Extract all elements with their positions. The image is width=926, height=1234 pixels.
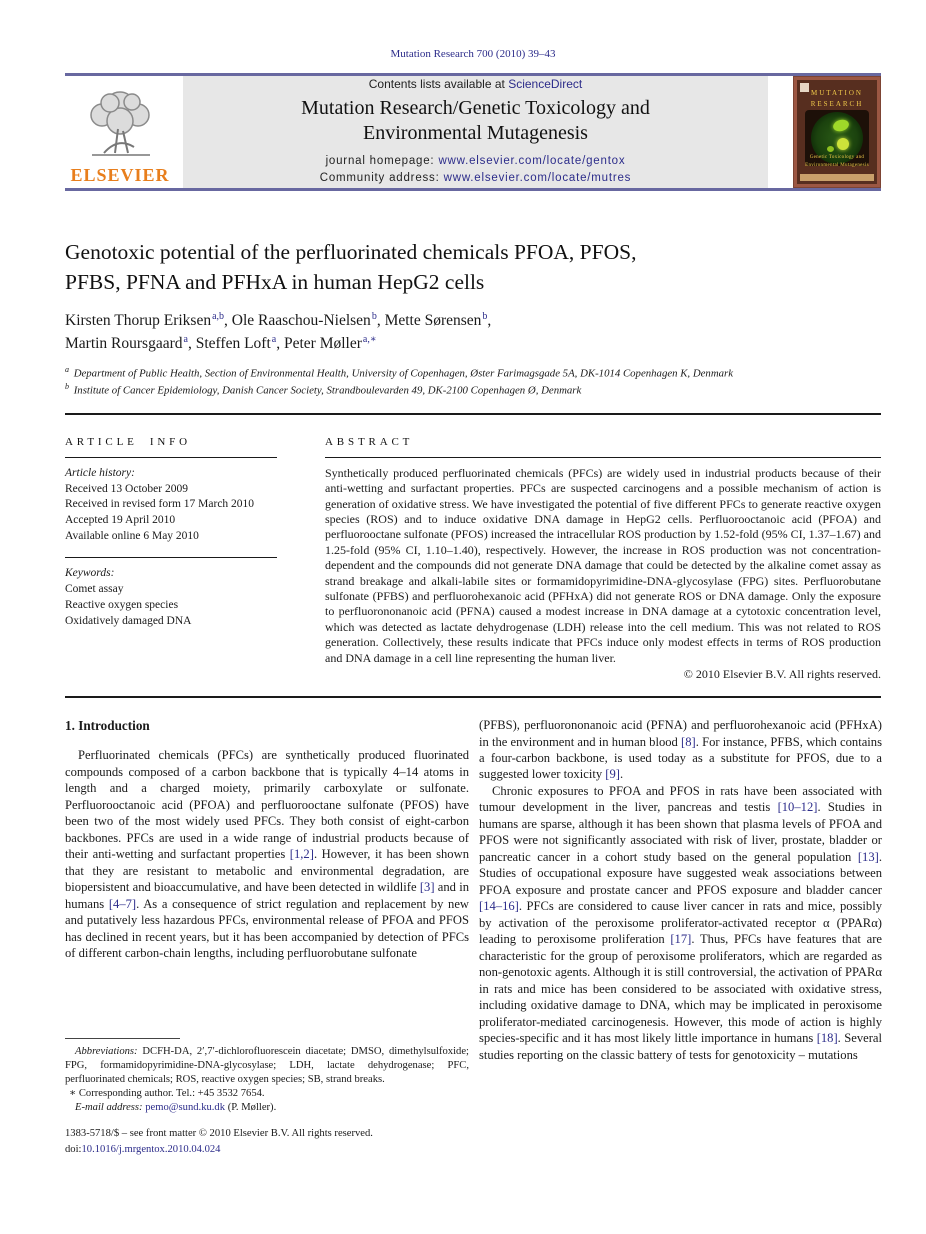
elsevier-tree-icon (74, 87, 166, 163)
body-column-left (65, 717, 469, 1115)
journal-homepage-link[interactable]: www.elsevier.com/locate/gentox (438, 155, 626, 168)
footnote-rule (65, 1038, 180, 1039)
paragraph: (PFBS), perfluorononanoic acid (PFNA) and perfluorohexanoic acid (PFHxA) in the environment and in human blood [8]. For instance, PFBS, which contains a four-carbon backbone, is used today as a substitute for PFOS, due to a suggested lower toxicity [9]. (479, 718, 882, 782)
cover-subtitle-line1: Genetic Toxicology and (809, 155, 865, 160)
abbreviations-label: Abbreviations: (75, 1046, 138, 1058)
author-name: Martin Roursgaard (65, 334, 183, 352)
cover-elsevier-mini-logo-icon (800, 83, 809, 92)
abstract-text: Synthetically produced perfluorinated chemicals (PFCs) are widely used in industrial products because of their anti-wetting and surfactant properties. PFCs are suspected carcinogens and a possible mechanism of action is generation of oxidative stress. We have investigated the potential of five different PFCs to generate reactive oxygen species (ROS) and to induce oxidative DNA damage in HepG2 cells. Perfluorooctanoic acid (PFOA) and perfluorooctane sulfonate (PFOS) increased the intracellular ROS production by 1.52-fold (95% CI, 1.37–1.67) and 1.25-fold (95% CI, 1.10–1.40), respectively. However, the increase in ROS production was not concentration-dependent and the compounds did not generate DNA damage that could be detected by the alkaline comet assay as strand breakage and alkali-labile sites or formamidopyrimidine-DNA-glycosylase (FPG) sites. Perfluorobutane sulfonate (PFBS) and perfluorohexanoic acid (PFHxA) did not generate ROS or DNA damage. Only the exposure to perfluorononanoic acid (PFNA) caused a modest increase in DNA damage at a cytotoxic concentration level, which was detected as lactate dehydrogenase (LDH) release into the cell medium. This was not related to ROS generation. Collectively, these results indicate that PFCs induce only modest effects in terms of ROS production and DNA damage in a cell line representing the human liver. (325, 465, 881, 665)
homepage-label: journal homepage: (325, 155, 435, 168)
section-divider (65, 413, 881, 415)
community-address-link[interactable]: www.elsevier.com/locate/mutres (443, 172, 632, 184)
author-affiliation-sup: a (271, 333, 277, 345)
issn-line: 1383-5718/$ – see front matter © 2010 Elsevier B.V. All rights reserved. (65, 1128, 373, 1140)
elsevier-logo (65, 76, 183, 188)
abstract-heading: ABSTRACT (325, 435, 414, 448)
abbreviations-text: DCFH-DA, 2′,7′-dichlorofluorescein diacetate; DMSO, dimethylsulfoxide; FPG, formamidopyrimidine-DNA-glycosylase; LDH, lactate dehydrogenase; PFC, perfluorinated chemicals; ROS, reactive oxygen species; SB, strand breaks. (65, 1046, 469, 1086)
corresponding-author-note (65, 1087, 469, 1101)
affiliation-sup: b (65, 381, 69, 391)
cover-footer-strip (800, 174, 874, 181)
divider (65, 457, 277, 458)
affiliation-sup: a (65, 365, 69, 375)
list-item: Comet assay (65, 582, 124, 595)
citation-ref[interactable]: [1,2] (289, 847, 314, 862)
journal-cover-art (797, 80, 877, 184)
divider (325, 457, 881, 458)
citation-ref[interactable]: [13] (857, 849, 879, 864)
title-block (65, 237, 881, 297)
cover-fluorescent-blob (832, 118, 850, 133)
citation-ref[interactable]: [18] (816, 1031, 838, 1046)
community-address-line (193, 170, 758, 187)
author-name: Peter Møller (283, 334, 362, 352)
email-label: E-mail address: (75, 1102, 143, 1114)
author-line: Martin Roursgaard$^a$, Steffen Loft$^a$, Peter Møller$^{a,∗}$ (65, 333, 377, 352)
page-footer (65, 1126, 881, 1158)
list-item: Available online 6 May 2010 (65, 530, 199, 543)
journal-reference: Mutation Research 700 (2010) 39–43 (390, 48, 556, 60)
article-body (65, 717, 881, 1115)
author-line: Kirsten Thorup Eriksen$^{a,b}$, Ole Raaschou-Nielsen$^b$, Mette Sørensen$^b$, (65, 311, 492, 330)
contents-prefix: Contents lists available at (368, 77, 505, 92)
footnote-block (65, 1038, 469, 1115)
list-item: Oxidatively damaged DNA (65, 614, 192, 627)
list-item: Received 13 October 2009 (65, 482, 188, 495)
list-item: Reactive oxygen species (65, 598, 179, 611)
citation-ref[interactable]: [3] (419, 880, 435, 895)
community-label: Community address: (319, 172, 440, 184)
banner-bottom-divider (65, 188, 881, 191)
doi-label: doi: (65, 1143, 82, 1155)
keywords-label: Keywords: (65, 567, 115, 580)
journal-banner-info (183, 76, 768, 188)
citation-ref[interactable]: [17] (670, 932, 692, 947)
email-suffix: (P. Møller). (227, 1102, 277, 1114)
article-history-label: Article history: (65, 466, 135, 479)
citation-ref[interactable]: [4–7] (108, 896, 137, 911)
cover-brand-line1: MUTATION (811, 89, 863, 97)
journal-title-line1: Mutation Research/Genetic Toxicology and (301, 97, 650, 120)
author-name: Ole Raaschou-Nielsen (231, 312, 371, 330)
elsevier-wordmark: ELSEVIER (70, 165, 170, 185)
cover-fluorescent-blob (827, 146, 834, 152)
citation-ref[interactable]: [10–12] (777, 800, 818, 815)
journal-title-line2: Environmental Mutagenesis (363, 122, 588, 145)
article-title-line2: PFBS, PFNA and PFHxA in human HepG2 cells (65, 270, 485, 295)
doi-link[interactable]: 10.1016/j.mrgentox.2010.04.024 (81, 1143, 221, 1155)
journal-homepage-line (193, 153, 758, 170)
cover-journal-name (797, 80, 877, 109)
cover-brand-line2: RESEARCH (810, 99, 864, 108)
divider (65, 557, 277, 558)
doi-line (65, 1142, 881, 1158)
citation-ref[interactable]: [14–16] (479, 899, 519, 914)
list-item: Received in revised form 17 March 2010 (65, 498, 255, 511)
journal-title (193, 96, 758, 146)
email-note (65, 1101, 469, 1115)
article-info-column (65, 436, 277, 682)
author-affiliation-sup: a (183, 333, 188, 345)
article-title (65, 237, 881, 297)
abbreviations-note (65, 1045, 469, 1087)
paragraph: Perfluorinated chemicals (PFCs) are synthetically produced fluorinated compounds composed of a carbon backbone that is typically 4–14 atoms in length and a charged moiety, primarily carboxylate or sulfonate. Perfluorooctanoic acid (PFOA) and perfluorooctane sulfonate (PFOS) have been two of the most widely used PFCs. They both consist of eight-carbon backbones. PFCs are used in a wide range of industrial products because of their anti-wetting and surfactant properties [1,2]. However, it has been shown that they are resistant to metabolic and environmental degradation, are biopersistent and bioaccumulative, and have been detected in wildlife [3] and in humans [4–7]. As a consequence of strict regulation and replacement by new and putatively less hazardous PFCs, environmental release of PFOA and PFOS has declined in recent years, but it has been accompanied by detection of PFCs of different carbon-chain lengths, including perfluorobutane sulfonate (65, 748, 469, 961)
body-column-right (479, 717, 882, 1115)
corresponding-text: Corresponding author. Tel.: +45 3532 7654. (78, 1088, 265, 1100)
article-history-list (65, 482, 277, 545)
list-item: $^a$ Department of Public Health, Section of Environmental Health, University of Copenhagen, Øster Farimagsgade 5A, DK-1014 Copenhagen K, Denmark (65, 365, 734, 381)
section-divider (65, 696, 881, 698)
author-name: Steffen Loft (195, 334, 271, 352)
meta-section (65, 436, 881, 682)
sciencedirect-link[interactable]: ScienceDirect (508, 77, 583, 92)
cover-fluorescent-blob (837, 138, 849, 150)
list-item: Accepted 19 April 2010 (65, 514, 176, 527)
journal-cover-thumbnail (793, 76, 881, 188)
copyright-line: © 2010 Elsevier B.V. All rights reserved. (683, 667, 881, 682)
citation-ref[interactable]: [8] (681, 734, 696, 749)
paragraph: Chronic exposures to PFOA and PFOS in rats have been associated with tumour development in the liver, pancreas and testis [10–12]. Studies in humans are sparse, although it has been shown that plasma levels of PFOA and PFOS were not significantly associated with risk of liver, prostate, bladder or pancreatic cancer in a cohort study based on the general population [13]. Studies of occupational exposure have suggested weak associations between PFOA exposure and prostate cancer and PFOS exposure and bladder cancer [14–16]. PFCs are considered to cause liver cancer in rats and mice, possibly by activation of the peroxisome proliferator-activated receptor α (PPARα) leading to peroxisome proliferation [17]. Thus, PFCs have features that are characteristic for the group of peroxisome proliferators, which are regarded as non-genotoxic agents. Although it is still controversial, the activation of PPARα in rats and mice has been considered to be associated with oxidative stress, including oxidative damage to DNA, which may be implicated in peroxisome proliferator-mediated carcinogenesis. However, this mode of action is highly species-specific and it has most likely little importance in humans [18]. Several studies reporting on the classic battery of tests for genotoxicity – mutations (479, 783, 882, 1062)
article-info-heading: ARTICLE INFO (65, 435, 191, 448)
affiliations (65, 365, 881, 397)
author-affiliation-sup: b (482, 311, 488, 323)
author-name: Kirsten Thorup Eriksen (65, 312, 212, 330)
corresponding-marker: ∗ (69, 1088, 77, 1100)
author-affiliation-sup: a,b (212, 311, 225, 323)
cover-subtitle-line2: Environmental Mutagenesis (805, 163, 869, 168)
contents-line (193, 77, 758, 91)
journal-header-banner (65, 76, 881, 188)
author-affiliation-sup: a,∗ (362, 333, 377, 345)
cover-subtitle (797, 154, 877, 170)
section-heading-introduction: 1. Introduction (65, 718, 150, 734)
citation-ref[interactable]: [9] (605, 767, 620, 782)
author-name: Mette Sørensen (384, 312, 482, 330)
author-list (65, 310, 881, 355)
article-title-line1: Genotoxic potential of the perfluorinated chemicals PFOA, PFOS, (65, 240, 637, 264)
email-link[interactable]: pemo@sund.ku.dk (145, 1102, 226, 1114)
author-affiliation-sup: b (371, 311, 377, 323)
keywords-list (65, 582, 277, 630)
list-item: $^b$ Institute of Cancer Epidemiology, Danish Cancer Society, Strandboulevarden 49, DK-2100 Copenhagen Ø, Denmark (65, 381, 582, 397)
abstract-column (325, 436, 881, 682)
